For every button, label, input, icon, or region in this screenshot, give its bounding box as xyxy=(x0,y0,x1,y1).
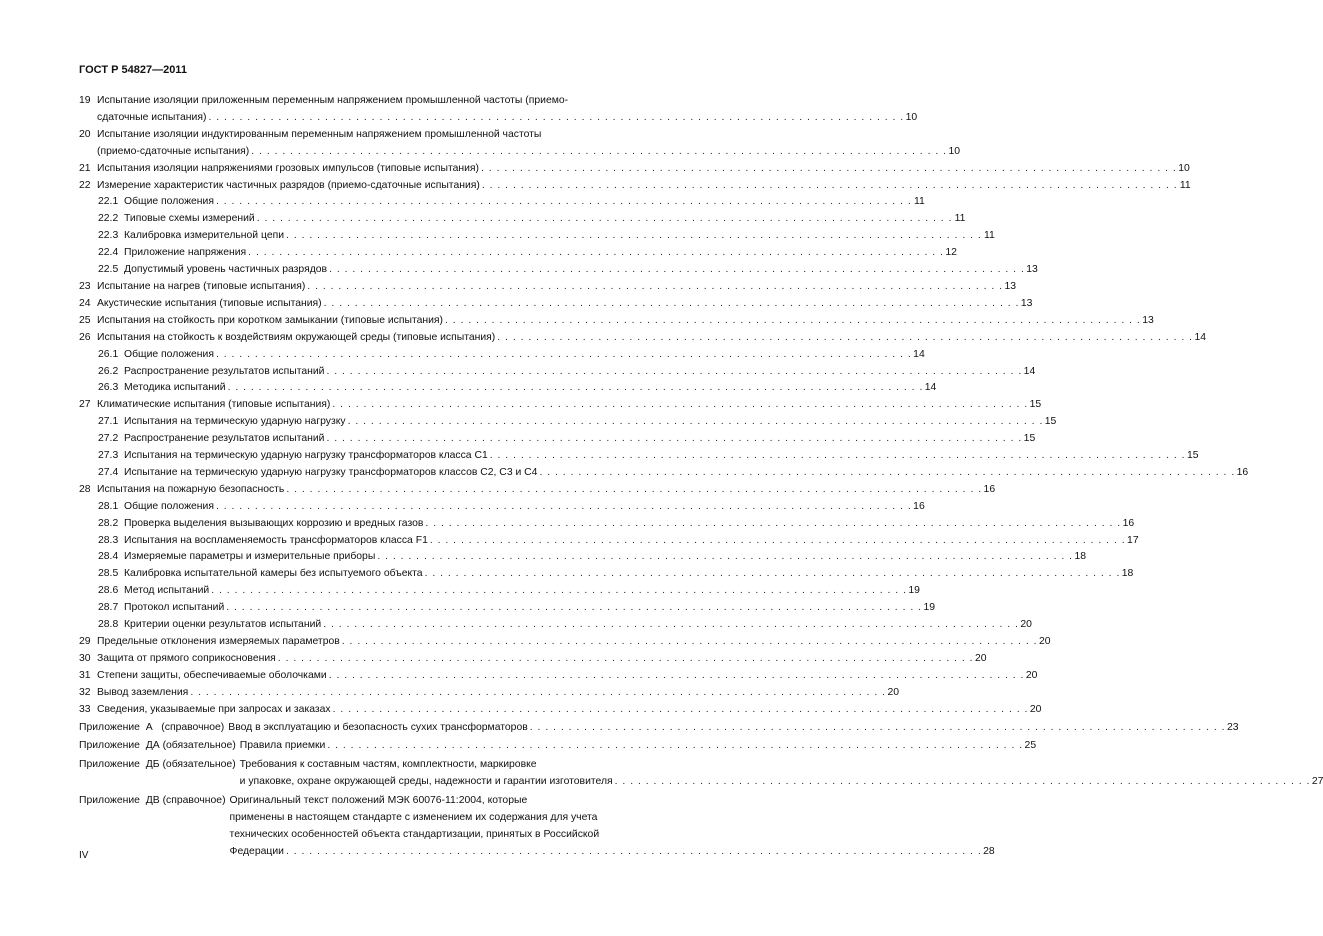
toc-entry-text: технических особенностей объекта стандартизации, принятых в Российской xyxy=(229,828,600,840)
toc-line xyxy=(97,93,917,110)
toc-entry-text: Приложение напряжения xyxy=(124,247,247,259)
toc-line xyxy=(124,566,1133,583)
toc-page-number: 13 xyxy=(1004,280,1017,292)
toc-entry-text: Защита от прямого соприкосновения xyxy=(97,652,276,664)
leader-dots xyxy=(324,296,1019,313)
leader-dots xyxy=(190,685,885,702)
toc-entry-text: Испытания изоляции напряжениями грозовых импульсов (типовые испытания) xyxy=(97,162,480,174)
toc-entry-text: Распространение результатов испытаний xyxy=(124,365,325,377)
toc-section-number: 27.4 xyxy=(98,466,119,478)
toc-line xyxy=(97,110,917,127)
leader-dots xyxy=(377,549,1072,566)
toc-subsection-row[interactable] xyxy=(79,245,957,262)
toc-entry-text: Акустические испытания (типовые испытания) xyxy=(97,297,322,309)
toc-section-number: 26.1 xyxy=(98,348,119,360)
toc-line xyxy=(230,810,995,827)
toc-page-number: 20 xyxy=(1025,669,1038,681)
toc-section-number: 29 xyxy=(79,636,91,647)
toc-entry-text: Испытания на термическую ударную нагрузку трансформаторов класса C1 xyxy=(124,450,488,462)
toc-line xyxy=(240,757,1323,774)
toc-line xyxy=(124,262,1038,279)
leader-dots xyxy=(216,499,911,516)
toc-subsection-row[interactable] xyxy=(79,448,1199,465)
toc-section-row[interactable] xyxy=(79,161,1190,178)
toc-entry-text: Общие положения xyxy=(124,500,214,512)
toc-entry-text: Климатические испытания (типовые испытания) xyxy=(97,399,331,411)
toc-page-number: 20 xyxy=(1029,703,1042,715)
toc-page-number: 11 xyxy=(984,230,995,242)
toc-page-number: 15 xyxy=(1186,450,1199,462)
toc-subsection-row[interactable] xyxy=(79,414,1057,431)
page-number: IV xyxy=(79,850,89,861)
toc-page-number: 10 xyxy=(948,145,961,157)
toc-line xyxy=(240,774,1323,791)
toc-page-number: 16 xyxy=(1122,517,1135,529)
leader-dots xyxy=(251,144,946,161)
toc-line xyxy=(230,793,995,810)
toc-page-number: 28 xyxy=(983,845,995,857)
toc-appendix-row[interactable] xyxy=(79,738,1037,755)
leader-dots xyxy=(332,397,1027,414)
toc-subsection-row[interactable] xyxy=(79,549,1087,566)
leader-dots xyxy=(278,651,973,668)
toc-line xyxy=(124,499,925,516)
toc-entry-text: Типовые схемы измерений xyxy=(124,213,255,225)
toc-section-number: 28 xyxy=(79,483,91,495)
toc-entry-text: Требования к составным частям, комплектности, маркировке xyxy=(239,759,537,771)
toc-section-row[interactable] xyxy=(79,482,996,499)
toc-page-number: 15 xyxy=(1023,433,1036,445)
toc-section-number: 24 xyxy=(79,297,91,309)
toc-line xyxy=(97,651,987,668)
toc-entry-text: Испытание на термическую ударную нагрузку трансформаторов классов C2, C3 и C4 xyxy=(124,466,538,478)
toc-entry-text: Проверка выделения вызывающих коррозию и вредных газов xyxy=(124,517,424,529)
toc-section-row[interactable] xyxy=(79,93,918,127)
toc-line xyxy=(230,827,995,844)
toc-page-number: 12 xyxy=(945,247,957,259)
leader-dots xyxy=(216,347,911,364)
toc-line xyxy=(124,414,1056,431)
toc-section-number: 19 xyxy=(79,95,91,106)
toc-section-row[interactable] xyxy=(79,634,1051,651)
toc-page-number: 25 xyxy=(1024,740,1037,752)
toc-line xyxy=(124,194,925,211)
toc-line xyxy=(124,465,1248,482)
leader-dots xyxy=(482,178,1177,195)
toc-entry-text: Испытание изоляции индуктированным переменным напряжением промышленной частоты xyxy=(97,128,542,140)
toc-page-number: 13 xyxy=(1020,297,1033,309)
toc-line xyxy=(97,482,995,499)
toc-subsection-row[interactable] xyxy=(79,583,920,600)
leader-dots xyxy=(208,110,903,127)
toc-page-number: 15 xyxy=(1029,399,1042,411)
toc-section-number: 22 xyxy=(79,179,91,191)
toc-entry-text: Предельные отклонения измеряемых параметров xyxy=(97,636,340,647)
leader-dots xyxy=(323,617,1018,634)
toc-line xyxy=(124,228,995,245)
toc-section-number: 25 xyxy=(79,314,91,326)
toc-line xyxy=(97,127,960,144)
toc-section-number: 28.7 xyxy=(98,602,119,614)
toc-page-number: 14 xyxy=(913,348,925,360)
toc-subsection-row[interactable] xyxy=(79,347,925,364)
appendix-label: Приложение А (справочное) xyxy=(79,721,225,733)
leader-dots xyxy=(286,482,981,499)
toc-section-number: 22.4 xyxy=(98,247,119,259)
toc-line xyxy=(97,178,1191,195)
toc-entry-text: Вывод заземления xyxy=(97,686,189,698)
toc-line xyxy=(97,397,1041,414)
toc-section-row[interactable] xyxy=(79,330,1207,347)
leader-dots xyxy=(248,245,943,262)
toc-entry-text: Испытание на нагрев (типовые испытания) xyxy=(97,280,306,292)
leader-dots xyxy=(425,516,1120,533)
toc-line xyxy=(230,844,995,861)
toc-section-row[interactable] xyxy=(79,296,1033,313)
toc-page-number: 19 xyxy=(908,585,920,597)
toc-entry-text: Общие положения xyxy=(124,348,214,360)
toc-section-number: 30 xyxy=(79,652,91,664)
leader-dots xyxy=(342,634,1037,651)
toc-section-row[interactable] xyxy=(79,702,1042,719)
toc-section-number: 28.4 xyxy=(98,551,119,563)
toc-page-number: 10 xyxy=(1178,162,1190,174)
toc-page-number: 20 xyxy=(887,686,900,698)
toc-page-number: 23 xyxy=(1226,721,1239,733)
toc-line xyxy=(97,685,899,702)
leader-dots xyxy=(497,330,1192,347)
toc-page-number: 20 xyxy=(1020,619,1032,631)
toc-line xyxy=(124,617,1032,634)
toc-entry-text: Протокол испытаний xyxy=(124,602,225,614)
toc-section-number: 27.1 xyxy=(98,416,119,428)
toc-entry-text: Испытания на пожарную безопасность xyxy=(97,483,285,495)
toc-line xyxy=(97,144,960,161)
toc-subsection-row[interactable] xyxy=(79,194,925,211)
toc-page-number: 10 xyxy=(905,111,918,123)
toc-entry-text: Калибровка испытательной камеры без испытуемого объекта xyxy=(124,568,423,580)
toc-section-number: 28.5 xyxy=(98,568,119,580)
toc-appendix-row[interactable] xyxy=(79,720,1239,737)
toc-page-number: 20 xyxy=(1038,636,1051,647)
toc-line xyxy=(124,600,935,617)
toc-section-row[interactable] xyxy=(79,685,900,702)
leader-dots xyxy=(257,211,952,228)
toc-line xyxy=(124,533,1139,550)
toc-entry-text: сдаточные испытания) xyxy=(97,111,207,123)
toc-page-number: 11 xyxy=(1179,179,1191,191)
toc-section-number: 27.2 xyxy=(98,433,119,445)
toc-section-number: 21 xyxy=(79,162,91,174)
leader-dots xyxy=(425,566,1120,583)
toc-page-number: 11 xyxy=(954,213,966,225)
toc-page-number: 13 xyxy=(1026,264,1038,276)
toc-section-number: 23 xyxy=(79,280,91,292)
toc-line xyxy=(97,668,1037,685)
toc-entry-text: Допустимый уровень частичных разрядов xyxy=(124,264,328,276)
toc-entry-text: Методика испытаний xyxy=(124,382,226,394)
toc-entry-text: Испытания на стойкость при коротком замыкании (типовые испытания) xyxy=(97,314,444,326)
toc-section-row[interactable] xyxy=(79,178,1191,195)
toc-line xyxy=(228,720,1238,737)
toc-line xyxy=(124,380,936,397)
leader-dots xyxy=(530,720,1225,737)
toc-section-number: 26 xyxy=(79,331,91,343)
toc-section-number: 27.3 xyxy=(98,450,119,462)
toc-subsection-row[interactable] xyxy=(79,499,925,516)
toc-entry-text: Оригинальный текст положений МЭК 60076-11:2004, которые xyxy=(229,795,528,807)
toc-page-number: 14 xyxy=(1194,331,1207,343)
toc-entry-text: Испытания на термическую ударную нагрузку xyxy=(124,416,346,428)
toc-line xyxy=(124,347,925,364)
toc-section-row[interactable] xyxy=(79,279,1017,296)
toc-entry-text: Распространение результатов испытаний xyxy=(124,433,325,445)
leader-dots xyxy=(329,262,1024,279)
toc-subsection-row[interactable] xyxy=(79,533,1139,550)
toc-page-number: 15 xyxy=(1044,416,1057,428)
toc-subsection-row[interactable] xyxy=(79,600,935,617)
toc-entry-text: Правила приемки xyxy=(239,740,326,752)
leader-dots xyxy=(211,583,906,600)
toc-appendix-row[interactable] xyxy=(79,793,995,861)
toc-line xyxy=(124,549,1086,566)
toc-subsection-row[interactable] xyxy=(79,431,1036,448)
toc-entry-text: Общие положения xyxy=(124,196,214,208)
leader-dots xyxy=(228,380,923,397)
toc-section-row[interactable] xyxy=(79,313,1154,330)
toc-section-number: 26.2 xyxy=(98,365,119,377)
toc-page-number: 18 xyxy=(1121,568,1134,580)
toc-section-number: 22.1 xyxy=(98,196,119,208)
toc-entry-text: Измеряемые параметры и измерительные приборы xyxy=(124,551,376,563)
leader-dots xyxy=(333,702,1028,719)
toc-section-number: 20 xyxy=(79,128,91,140)
toc-section-number: 28.2 xyxy=(98,517,119,529)
leader-dots xyxy=(539,465,1234,482)
leader-dots xyxy=(226,600,921,617)
toc-subsection-row[interactable] xyxy=(79,617,1032,634)
toc-line xyxy=(97,330,1206,347)
toc-subsection-row[interactable] xyxy=(79,211,966,228)
appendix-label: Приложение ДА (обязательное) xyxy=(79,740,236,752)
toc-entry-text: Испытания на стойкость к воздействиям окружающей среды (типовые испытания) xyxy=(97,331,496,343)
toc-page-number: 14 xyxy=(1023,365,1036,377)
toc-entry-text: Федерации xyxy=(229,845,284,857)
toc-line xyxy=(124,583,920,600)
toc-section-row[interactable] xyxy=(79,651,987,668)
toc-entry-text: (приемо-сдаточные испытания) xyxy=(97,145,250,157)
toc-line xyxy=(240,738,1036,755)
toc-line xyxy=(124,364,1035,381)
toc-subsection-row[interactable] xyxy=(79,516,1135,533)
toc-section-number: 28.6 xyxy=(98,585,119,597)
toc-entry-text: Ввод в эксплуатацию и безопасность сухих трансформаторов xyxy=(228,721,528,733)
toc-line xyxy=(97,161,1190,178)
toc-line xyxy=(124,448,1199,465)
leader-dots xyxy=(326,431,1021,448)
toc-subsection-row[interactable] xyxy=(79,465,1249,482)
toc-entry-text: Степени защиты, обеспечиваемые оболочками xyxy=(97,669,327,681)
appendix-label: Приложение ДБ (обязательное) xyxy=(79,759,236,771)
toc-appendix-row[interactable] xyxy=(79,757,1323,791)
toc-page-number: 18 xyxy=(1074,551,1087,563)
leader-dots xyxy=(286,228,981,245)
toc-section-number: 28.3 xyxy=(98,534,119,546)
toc-section-number: 28.8 xyxy=(98,619,119,631)
toc-line xyxy=(124,516,1134,533)
toc-line xyxy=(97,634,1051,651)
toc-section-row[interactable] xyxy=(79,127,961,161)
toc-entry-text: Калибровка измерительной цепи xyxy=(124,230,285,242)
toc-entry-text: Испытание изоляции приложенным переменным напряжением промышленной частоты (приемо- xyxy=(97,95,569,106)
toc-subsection-row[interactable] xyxy=(79,380,937,397)
leader-dots xyxy=(327,738,1022,755)
toc-section-number: 27 xyxy=(79,399,91,411)
page-header: ГОСТ Р 54827—2011 xyxy=(79,64,187,76)
toc-section-number: 33 xyxy=(79,703,91,715)
leader-dots xyxy=(286,844,981,861)
toc-section-number: 22.5 xyxy=(98,264,119,276)
toc-entry-text: Критерии оценки результатов испытаний xyxy=(124,619,322,631)
leader-dots xyxy=(348,414,1043,431)
toc-entry-text: Измерение характеристик частичных разрядов (приемо-сдаточные испытания) xyxy=(97,179,480,191)
toc-subsection-row[interactable] xyxy=(79,228,995,245)
toc-page-number: 19 xyxy=(923,602,935,614)
toc-section-number: 26.3 xyxy=(98,382,119,394)
table-of-contents xyxy=(79,93,1323,861)
toc-page-number: 27 xyxy=(1311,776,1323,788)
toc-line xyxy=(97,702,1041,719)
toc-line xyxy=(97,296,1032,313)
toc-section-number: 31 xyxy=(79,669,91,681)
leader-dots xyxy=(307,279,1002,296)
toc-page-number: 14 xyxy=(924,382,937,394)
leader-dots xyxy=(445,313,1140,330)
toc-section-row[interactable] xyxy=(79,668,1038,685)
toc-line xyxy=(124,431,1035,448)
toc-line xyxy=(124,211,965,228)
toc-section-number: 22.2 xyxy=(98,213,119,225)
toc-section-number: 32 xyxy=(79,686,91,698)
toc-subsection-row[interactable] xyxy=(79,566,1134,583)
toc-line xyxy=(97,279,1016,296)
toc-section-number: 28.1 xyxy=(98,500,119,512)
toc-page-number: 16 xyxy=(1236,466,1249,478)
toc-entry-text: Испытания на воспламеняемость трансформаторов класса F1 xyxy=(124,534,428,546)
toc-subsection-row[interactable] xyxy=(79,262,1038,279)
toc-entry-text: применены в настоящем стандарте с изменением их содержания для учета xyxy=(229,812,598,824)
toc-page-number: 20 xyxy=(974,652,987,664)
leader-dots xyxy=(490,448,1185,465)
toc-page-number: 16 xyxy=(983,483,996,495)
toc-line xyxy=(97,313,1154,330)
leader-dots xyxy=(329,668,1024,685)
toc-entry-text: Сведения, указываемые при запросах и заказах xyxy=(97,703,331,715)
toc-subsection-row[interactable] xyxy=(79,364,1036,381)
leader-dots xyxy=(430,533,1125,550)
leader-dots xyxy=(216,194,911,211)
leader-dots xyxy=(615,774,1310,791)
leader-dots xyxy=(481,161,1176,178)
toc-section-row[interactable] xyxy=(79,397,1042,414)
toc-page-number: 17 xyxy=(1127,534,1139,546)
toc-line xyxy=(124,245,957,262)
toc-page-number: 11 xyxy=(913,196,925,208)
toc-section-number: 22.3 xyxy=(98,230,119,242)
toc-entry-text: Метод испытаний xyxy=(124,585,210,597)
toc-entry-text: и упаковке, охране окружающей среды, надежности и гарантии изготовителя xyxy=(239,776,613,788)
toc-page-number: 16 xyxy=(913,500,925,512)
toc-page-number: 13 xyxy=(1142,314,1154,326)
appendix-label: Приложение ДВ (справочное) xyxy=(79,795,226,807)
leader-dots xyxy=(326,364,1021,381)
